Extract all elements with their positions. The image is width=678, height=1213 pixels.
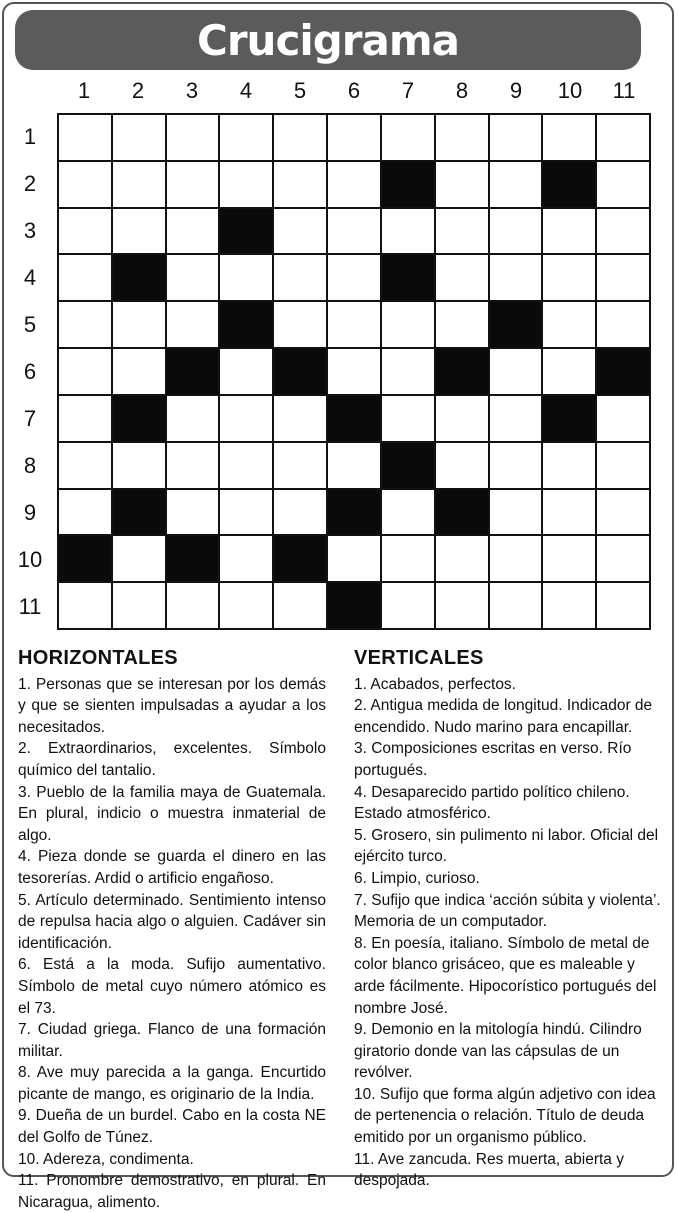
column-label: 9 <box>509 78 523 103</box>
black-cell <box>382 255 434 300</box>
column-label: 7 <box>401 78 415 103</box>
grid-cell[interactable] <box>274 255 326 300</box>
column-label: 6 <box>347 78 361 103</box>
grid-cell[interactable] <box>59 349 111 394</box>
row-label: 10 <box>17 547 43 572</box>
grid-cell[interactable] <box>113 536 165 581</box>
clue-item: 2. Extraordinarios, excelentes. Símbolo químico del tantalio. <box>18 740 326 779</box>
grid-cell[interactable] <box>274 302 326 347</box>
grid-cell[interactable] <box>436 443 488 488</box>
black-cell <box>436 490 488 535</box>
grid-cell[interactable] <box>59 443 111 488</box>
grid-cell[interactable] <box>59 490 111 535</box>
grid-cell[interactable] <box>220 396 272 441</box>
grid-cell[interactable] <box>597 255 649 300</box>
grid-cell[interactable] <box>59 583 111 628</box>
clue-item: 6. Está a la moda. Sufijo aumentativo. Símbolo de metal cuyo número atómico es el 73. <box>18 956 326 1017</box>
row-label: 4 <box>23 265 37 290</box>
black-cell <box>597 349 649 394</box>
grid-cell[interactable] <box>436 115 488 160</box>
grid-cell[interactable] <box>382 302 434 347</box>
grid-cell[interactable] <box>59 302 111 347</box>
row-label: 1 <box>23 124 37 149</box>
grid-cell[interactable] <box>167 490 219 535</box>
grid-cell[interactable] <box>167 583 219 628</box>
grid-cell[interactable] <box>328 536 380 581</box>
row-label: 11 <box>18 594 42 619</box>
clue-item: 4. Desaparecido partido político chileno. Estado atmosférico. <box>354 783 630 823</box>
grid-cell[interactable] <box>543 490 595 535</box>
row-label: 8 <box>23 453 37 478</box>
black-cell <box>113 396 165 441</box>
grid-cell[interactable] <box>490 209 542 254</box>
clue-item: 9. Dueña de un burdel. Cabo en la costa NE del Golfo de Túnez. <box>18 1107 326 1147</box>
black-cell <box>167 349 219 394</box>
grid-cell[interactable] <box>167 255 219 300</box>
clue-item: 1. Personas que se interesan por los demás y que se sienten impulsadas a ayudar a los necesitados. <box>18 675 326 736</box>
grid-cell[interactable] <box>436 302 488 347</box>
clue-item: 6. Limpio, curioso. <box>354 869 480 887</box>
clue-item: 5. Grosero, sin pulimento ni labor. Oficial del ejército turco. <box>354 826 659 866</box>
row-label: 5 <box>23 312 37 337</box>
black-cell <box>167 536 219 581</box>
grid-cell[interactable] <box>543 443 595 488</box>
grid-cell[interactable] <box>328 115 380 160</box>
grid-cell[interactable] <box>167 115 219 160</box>
grid-cell[interactable] <box>113 209 165 254</box>
grid-cell[interactable] <box>328 162 380 207</box>
grid-cell[interactable] <box>274 396 326 441</box>
column-label: 10 <box>557 78 583 103</box>
black-cell <box>274 536 326 581</box>
grid-cell[interactable] <box>490 162 542 207</box>
black-cell <box>59 536 111 581</box>
row-label: 7 <box>23 406 37 431</box>
black-cell <box>328 396 380 441</box>
grid-cell[interactable] <box>490 349 542 394</box>
column-label: 2 <box>131 78 145 103</box>
grid-cell[interactable] <box>490 490 542 535</box>
grid-cell[interactable] <box>436 536 488 581</box>
grid-cell[interactable] <box>490 255 542 300</box>
grid-cell[interactable] <box>328 443 380 488</box>
black-cell <box>490 302 542 347</box>
clue-item: 9. Demonio en la mitología hindú. Cilindro giratorio donde van las cápsulas de un revólver. <box>354 1021 642 1082</box>
grid-cell[interactable] <box>328 209 380 254</box>
grid-cell[interactable] <box>220 349 272 394</box>
grid-cell[interactable] <box>59 255 111 300</box>
column-label: 11 <box>612 78 636 103</box>
grid-cell[interactable] <box>167 209 219 254</box>
grid-cell[interactable] <box>382 115 434 160</box>
clue-item: 5. Artículo determinado. Sentimiento intenso de repulsa hacia algo o alguien. Cadáver sin identificación. <box>18 891 326 952</box>
black-cell <box>436 349 488 394</box>
grid-cell[interactable] <box>220 536 272 581</box>
grid-cell[interactable] <box>597 490 649 535</box>
black-cell <box>543 396 595 441</box>
grid-cell[interactable] <box>543 302 595 347</box>
black-cell <box>328 490 380 535</box>
grid-cell[interactable] <box>113 349 165 394</box>
clue-item: 7. Ciudad griega. Flanco de una formación militar. <box>18 1021 326 1060</box>
grid-cell[interactable] <box>543 209 595 254</box>
clue-item: 3. Pueblo de la familia maya de Guatemala. En plural, indicio o muestra inmaterial de algo. <box>18 783 326 844</box>
grid-cell[interactable] <box>382 209 434 254</box>
grid-cell[interactable] <box>436 583 488 628</box>
black-cell <box>220 302 272 347</box>
black-cell <box>328 583 380 628</box>
grid-cell[interactable] <box>543 536 595 581</box>
grid-cell[interactable] <box>543 583 595 628</box>
grid-cell[interactable] <box>167 396 219 441</box>
grid-cell[interactable] <box>328 349 380 394</box>
grid-cell[interactable] <box>113 443 165 488</box>
black-cell <box>113 490 165 535</box>
row-label: 6 <box>23 359 37 384</box>
grid-cell[interactable] <box>490 115 542 160</box>
grid-cell[interactable] <box>59 209 111 254</box>
grid-cell[interactable] <box>597 115 649 160</box>
grid-cell[interactable] <box>220 443 272 488</box>
grid-cell[interactable] <box>113 162 165 207</box>
column-label: 1 <box>77 78 91 103</box>
vertical-clues <box>354 648 664 1192</box>
grid-cell[interactable] <box>382 490 434 535</box>
grid-cell[interactable] <box>220 115 272 160</box>
grid-cell[interactable] <box>220 583 272 628</box>
grid-cell[interactable] <box>543 115 595 160</box>
grid-cell[interactable] <box>274 162 326 207</box>
clue-item: 8. Ave muy parecida a la ganga. Encurtido picante de mango, es originario de la India. <box>18 1064 326 1103</box>
black-cell <box>274 349 326 394</box>
grid-cell[interactable] <box>113 115 165 160</box>
grid-cell[interactable] <box>220 490 272 535</box>
column-label: 3 <box>185 78 199 103</box>
grid-cell[interactable] <box>597 162 649 207</box>
black-cell <box>382 162 434 207</box>
grid-cell[interactable] <box>436 162 488 207</box>
grid-cell[interactable] <box>490 396 542 441</box>
grid-cell[interactable] <box>59 115 111 160</box>
column-label: 4 <box>239 78 253 103</box>
grid-cell[interactable] <box>274 583 326 628</box>
clue-item: 7. Sufijo que indica ‘acción súbita y violenta’. Memoria de un computador. <box>354 891 661 931</box>
grid-cell[interactable] <box>220 255 272 300</box>
grid-cell[interactable] <box>328 302 380 347</box>
column-label: 8 <box>455 78 469 103</box>
grid-cell[interactable] <box>436 209 488 254</box>
grid-cell[interactable] <box>436 255 488 300</box>
grid-cell[interactable] <box>113 302 165 347</box>
grid-cell[interactable] <box>274 115 326 160</box>
clue-item: 4. Pieza donde se guarda el dinero en las tesorerías. Ardid o artificio engañoso. <box>18 848 326 887</box>
horizontal-heading: HORIZONTALES <box>18 647 178 669</box>
page-title: Crucigrama <box>197 15 459 65</box>
column-label: 5 <box>293 78 307 103</box>
grid-cell[interactable] <box>543 255 595 300</box>
grid-cell[interactable] <box>382 396 434 441</box>
grid-cell[interactable] <box>490 536 542 581</box>
black-cell <box>382 443 434 488</box>
grid-cell[interactable] <box>167 162 219 207</box>
grid-cell[interactable] <box>167 302 219 347</box>
vertical-heading: VERTICALES <box>354 647 484 669</box>
black-cell <box>543 162 595 207</box>
grid-cell[interactable] <box>597 583 649 628</box>
clue-item: 1. Acabados, perfectos. <box>354 675 516 693</box>
grid-cell[interactable] <box>382 536 434 581</box>
grid-cell[interactable] <box>490 583 542 628</box>
black-cell <box>113 255 165 300</box>
crossword-grid <box>57 113 651 630</box>
grid-cell[interactable] <box>220 162 272 207</box>
grid-cell[interactable] <box>328 255 380 300</box>
grid-cell[interactable] <box>597 302 649 347</box>
grid-cell[interactable] <box>274 443 326 488</box>
grid-cell[interactable] <box>543 349 595 394</box>
row-label: 3 <box>23 218 37 243</box>
row-label: 9 <box>23 500 37 525</box>
grid-cell[interactable] <box>382 349 434 394</box>
clue-item: 2. Antigua medida de longitud. Indicador de encendido. Nudo marino para encapillar. <box>354 697 653 736</box>
grid-cell[interactable] <box>597 396 649 441</box>
clue-item: 8. En poesía, italiano. Símbolo de metal de color blanco grisáceo, que es maleable y arde fácilmente. Hipocorístico portugués del nombre José. <box>354 934 657 1017</box>
grid-cell[interactable] <box>382 583 434 628</box>
grid-cell[interactable] <box>274 209 326 254</box>
grid-cell[interactable] <box>597 209 649 254</box>
row-label: 2 <box>23 171 37 196</box>
clue-item: 10. Sufijo que forma algún adjetivo con idea de pertenencia o relación. Título de deuda emitido por un organismo público. <box>354 1085 656 1147</box>
black-cell <box>220 209 272 254</box>
grid-cell[interactable] <box>113 583 165 628</box>
title-bar <box>15 10 641 70</box>
grid-cell[interactable] <box>597 443 649 488</box>
grid-cell[interactable] <box>59 396 111 441</box>
grid-cell[interactable] <box>597 536 649 581</box>
horizontal-clues <box>18 648 326 1213</box>
clue-item: 11. Pronombre demostrativo, en plural. En Nicaragua, alimento. <box>18 1172 326 1211</box>
clue-item: 11. Ave zancuda. Res muerta, abierta y despojada. <box>354 1150 624 1190</box>
grid-cell[interactable] <box>274 490 326 535</box>
grid-cell[interactable] <box>490 443 542 488</box>
grid-cell[interactable] <box>59 162 111 207</box>
grid-cell[interactable] <box>167 443 219 488</box>
grid-cell[interactable] <box>436 396 488 441</box>
clue-item: 10. Adereza, condimenta. <box>18 1150 194 1168</box>
clue-item: 3. Composiciones escritas en verso. Río portugués. <box>354 740 632 779</box>
